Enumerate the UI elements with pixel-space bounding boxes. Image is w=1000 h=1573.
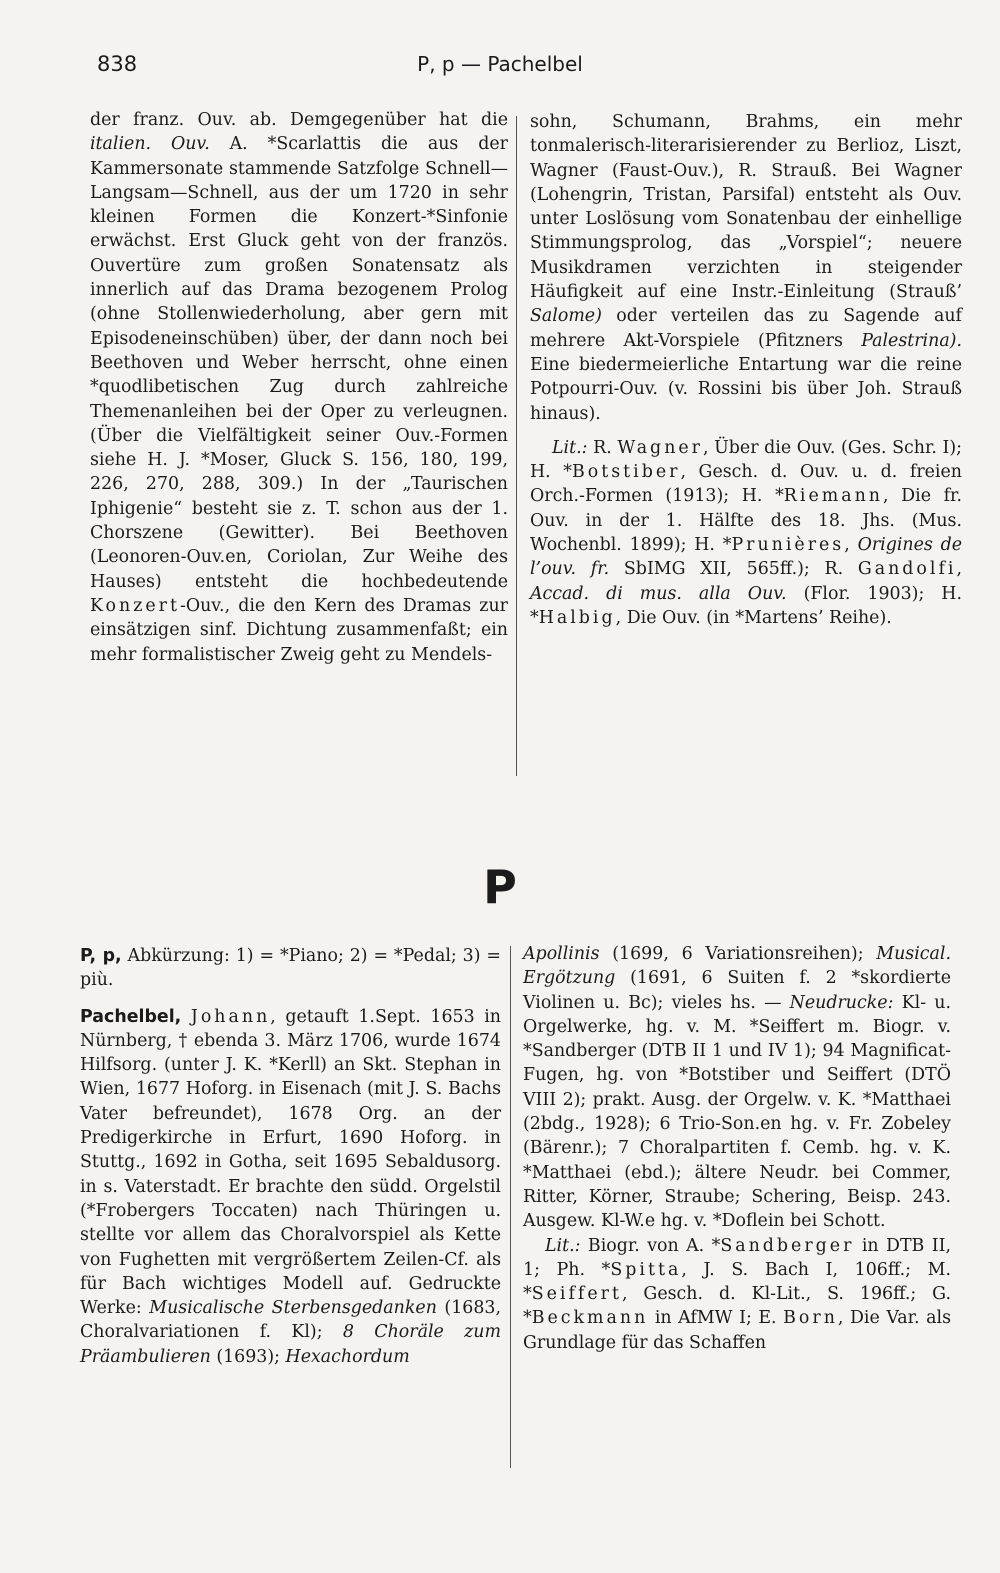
spaced-firstname: Johann (190, 1006, 271, 1027)
italic-title: 8 Choräle zum Präambulieren (80, 1322, 501, 1367)
text-run: sohn, Schumann, Brahms, ein mehr tonmalerisch-literarisierender zu Berlioz, Liszt, Wagner (Faust-Ouv.), R. Strauß. Bei Wagner (Lohengrin, Tristan, Parsifal) entsteht als Ouv. unter Loslösung vom Sonatenbau der einhellige Stimmungsprolog, das „Vorspiel“; neuere Musikdramen verzichten in steigender Häufigkeit auf eine Instr.-Einleitung (Strauß’ (530, 112, 962, 303)
text-run: Biogr. von A. * (580, 1235, 721, 1256)
text-run: , (844, 535, 858, 556)
text-run: A. *Scarlattis die aus der Kammersonate stammende Satzfolge Schnell—Langsam—Schnell, aus der um 1720 in sehr kleinen Formen die Konzert-*Sinfonie erwächst. Erst Gluck geht von der französ. Ouvertüre zum großen Sonatensatz als innerlich auf das Drama bezogenem Prolog (ohne Stollenwiederholung, aber gern mit Episodeneinschüben) über, der dann noch bei Beethoven und Weber herrscht, ohne einen *quodlibetischen Zug durch zahlreiche Themenanleihen bei der Oper zu verleugnen. (Über die Vielfältigkeit seiner Ouv.-Formen siehe H. J. *Moser, Gluck S. 156, 180, 199, 226, 270, 288, 309.) In der „Taurischen Iphigenie“ besteht sie z. T. schon aus der 1. Chorszene (Gewitter). Bei Beethoven (Leonoren-Ouv.en, Coriolan, Zur Weihe des Hauses) entsteht die hochbedeutende (90, 134, 508, 592)
pachelbel-literature (523, 1234, 951, 1355)
text-run: (Flor. 1903); H. * (530, 583, 963, 628)
spaced-author: Sandberger (720, 1235, 855, 1256)
headword: P, p, (80, 946, 122, 966)
italic-title: Musical. Ergötzung (523, 944, 951, 989)
spaced-author: Born (783, 1308, 838, 1329)
column-divider-bottom (510, 946, 511, 1468)
running-head: P, p — Pachelbel (417, 52, 583, 76)
text-run: Kl- u. Orgelwerke, hg. v. M. *Seiffert m. Biogr. v. *Sandberger (DTB II 1 und IV 1); 94 Magnificat-Fugen, hg. von *Botstiber und Seiffert (DTÖ VIII 2); prakt. Ausg. der Orgelw. v. K. *Matthaei (2bdg., 1928); 6 Trio-Son.en hg. v. Fr. Zobeley (Bärenr.); 7 Choralpartiten f. Cemb. hg. v. K. *Matthaei (ebd.); ältere Neudr. bei Commer, Ritter, Körner, Straube; Schering, Beisp. 243. Ausgew. Kl-W.e hg. v. *Doflein bei Schott. (523, 992, 951, 1232)
text-run: (1699, 6 Variationsreihen); (599, 944, 877, 964)
headword: Pachelbel, (80, 1006, 182, 1027)
text-run: , Über die Ouv. (Ges. Schr. I); H. * (530, 437, 962, 483)
italic-title: Hexachordum (285, 1346, 410, 1367)
text-run: , Die Ouv. (in *Martens’ Reihe). (615, 607, 892, 628)
ouverture-paragraph-right (530, 110, 962, 426)
spaced-author: Seiffert (531, 1284, 622, 1305)
italic-text: Salome) (530, 306, 602, 327)
text-run: , Die Var. als Grundlage für das Schaffen (523, 1308, 951, 1353)
ouverture-literature (530, 436, 962, 630)
spaced-author: Botstiber (571, 462, 681, 483)
spaced-text: Konzert (90, 595, 180, 616)
text-run: (1693); (210, 1346, 286, 1367)
italic-text: italien. Ouv. (90, 134, 210, 155)
italic-title: Apollinis (523, 944, 600, 964)
text-run: SbIMG XII, 565ff.); R. (609, 559, 858, 580)
page-number: 838 (97, 52, 138, 76)
text-run: R. (587, 437, 618, 458)
italic-title: Accad. di mus. alla Ouv. (530, 583, 787, 604)
italic-text: Palestrina). (861, 330, 962, 351)
entry-pachelbel-continued (523, 942, 951, 1234)
spaced-author: Wagner (617, 437, 703, 458)
text-run: Abkürzung: 1) = *Piano; 2) = *Pedal; 3) = più. (80, 946, 501, 991)
text-run: in AfMW I; E. (648, 1308, 784, 1329)
text-run: der franz. Ouv. ab. Demgegenüber hat die (90, 110, 508, 130)
entry-separator (80, 993, 501, 1005)
text-run: in DTB II, 1; Ph. * (523, 1235, 952, 1280)
entry-pachelbel (80, 1005, 501, 1369)
text-run: , Gesch. d. Ouv. u. d. freien Orch.-Formen (1913); H. * (530, 462, 962, 507)
text-run: , (956, 559, 962, 580)
spaced-author: Beckmann (531, 1308, 649, 1329)
text-run: , getauft 1.Sept. 1653 in Nürnberg, † ebenda 3. März 1706, wurde 1674 Hilfsorg. (unter J. K. *Kerll) an Skt. Stephan in Wien, 1677 Hoforg. in Eisenach (mit J. S. Bachs Vater befreundet), 1678 Org. an der Predigerkirche in Erfurt, 1690 Hoforg. in Stuttg., 1692 in Gotha, seit 1695 Sebaldusorg. in s. Vaterstadt. Er brachte den südd. Orgelstil (*Frobergers Toccaten) nach Thüringen u. stellte vor allem das Choralvorspiel als Kette von Fughetten mit vergrößertem Zeilen-Cf. als für Bach wichtiges Modell auf. Gedruckte Werke: (80, 1006, 501, 1319)
text-run: (1691, 6 Suiten f. 2 *skordierte Violinen u. Bc); vieles hs. — (523, 968, 951, 1013)
spaced-author: Prunières (731, 535, 845, 556)
entry-p-abbreviation (80, 944, 501, 993)
text-run: (1683, Choralvariationen f. Kl); (80, 1298, 501, 1343)
italic-title: Origines de l’ouv. fr. (530, 535, 963, 580)
p-entries-right-column (523, 942, 951, 1355)
italic-label: Neudrucke: (789, 992, 894, 1013)
ouverture-right-column (530, 110, 962, 630)
text-run: oder verteilen das zu Sagende auf mehrere Akt-Vorspiele (Pfitzners (530, 306, 962, 351)
section-letter: P (483, 860, 517, 914)
spaced-author: Riemann (783, 486, 884, 507)
text-run: , Gesch. d. Kl-Lit., S. 196ff.; G. * (523, 1284, 951, 1329)
lit-label: Lit.: (552, 437, 588, 458)
lit-label: Lit.: (545, 1235, 581, 1256)
spaced-author: Halbig (538, 607, 616, 628)
spaced-author: Spitta (610, 1259, 682, 1280)
text-run: , J. S. Bach I, 106ff.; M. * (523, 1259, 951, 1305)
p-entries-left-column (80, 944, 501, 1369)
text-run: Eine biedermeierliche Entartung war die reine Potpourri-Ouv. (v. Rossini bis über Joh. Strauß hinaus). (530, 354, 962, 424)
column-divider-top (516, 116, 517, 776)
italic-title: Musicalische Sterbensgedanken (149, 1298, 437, 1319)
spaced-author: Gandolfi (857, 559, 957, 580)
text-run: , Die fr. Ouv. in der 1. Hälfte des 18. Jhs. (Mus. Wochenbl. 1899); H. * (530, 486, 962, 556)
text-run: -Ouv., die den Kern des Dramas zur einsätzigen sinf. Dichtung zusammenfaßt; ein mehr formalistischer Zweig geht zu Mendels- (90, 595, 508, 665)
ouverture-paragraph-left (90, 108, 508, 667)
ouverture-left-column (90, 108, 508, 667)
